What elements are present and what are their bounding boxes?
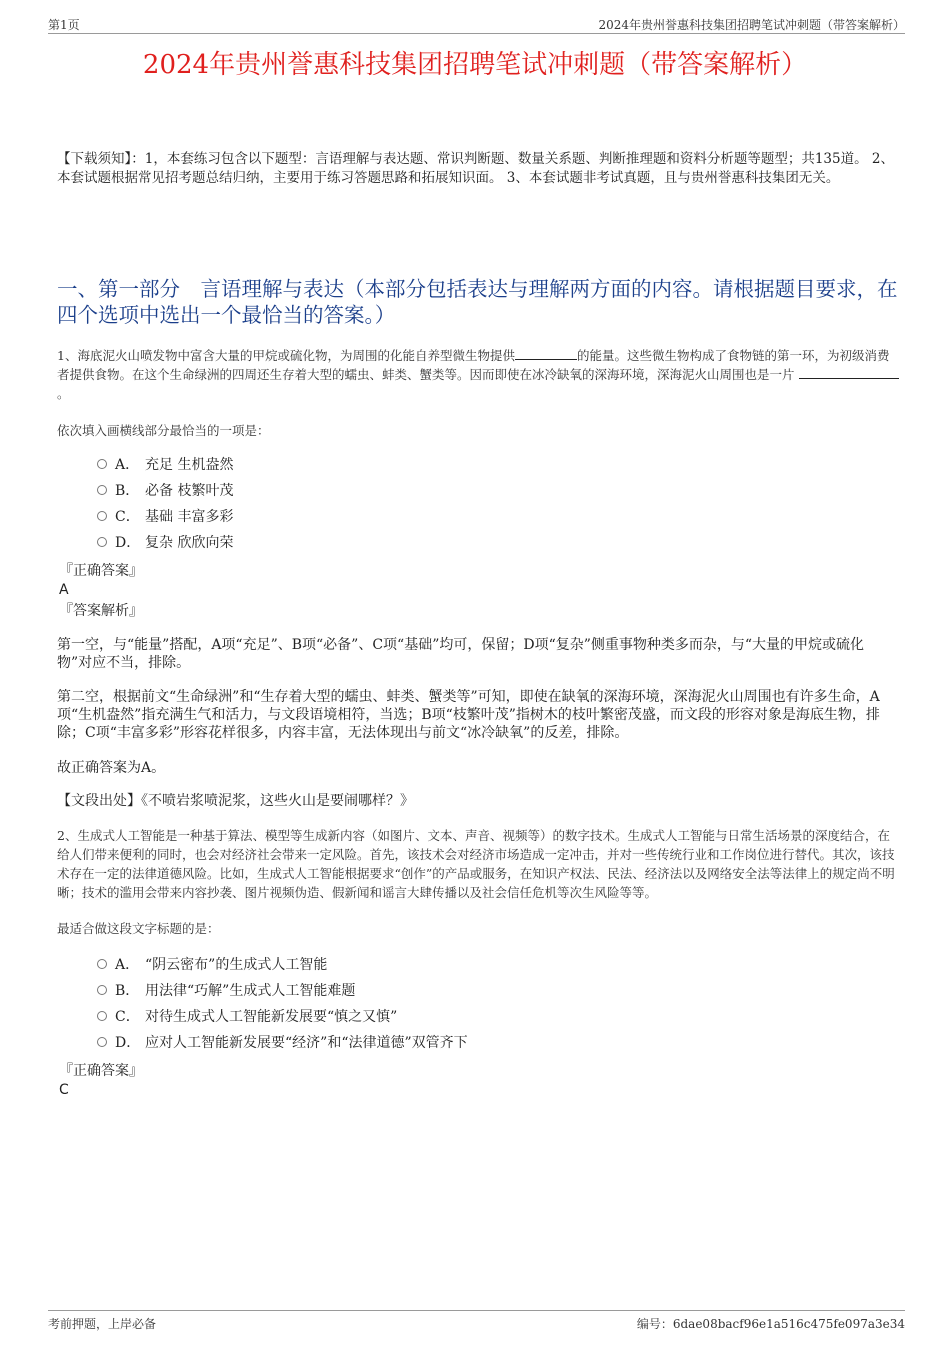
q1-source: 【文段出处】《不喷岩浆喷泥浆，这些火山是要闹哪样？》 bbox=[57, 793, 414, 809]
radio-icon[interactable] bbox=[97, 1011, 107, 1021]
option-text: 必备 枝繁叶茂 bbox=[145, 483, 234, 499]
q1-stem-part-b: 的能量。这些微生物构成了食物链的第一环，为初级消费者提供食物。在这个生命绿洲的四周还生存着大型的蠕虫、蚌类、蟹类等。因而即使在冰冷缺氧的深海环境，深海泥火山周围也是一片 bbox=[57, 348, 890, 382]
radio-icon[interactable] bbox=[97, 511, 107, 521]
q1-option-b[interactable] bbox=[97, 481, 233, 501]
option-text: 应对人工智能新发展要“经济”和“法律道德”双管齐下 bbox=[145, 1035, 468, 1051]
option-label: B． bbox=[115, 983, 140, 999]
q1-analysis-para-2: 第二空，根据前文“生命绿洲”和“生存着大型的蠕虫、蚌类、蟹类等”可知，即使在缺氧的深海环境，深海泥火山周围也有许多生命，A项“生机盎然”指充满生气和活力，与文段语境相符，当选；B项“枝繁叶茂”指树木的枝叶繁密茂盛，而文段的形容对象是海底生物，排除；C项“丰富多彩”形容花样很多，内容丰富，无法体现出与前文“冰冷缺氧”的反差，排除。 bbox=[57, 689, 880, 741]
q1-analysis-conclusion: 故正确答案为A。 bbox=[57, 760, 166, 776]
footer-slogan: 考前押题，上岸必备 bbox=[48, 1317, 157, 1331]
q2-answer: C bbox=[59, 1082, 69, 1098]
q2-answer-label: 『正确答案』 bbox=[59, 1063, 143, 1079]
blank-1 bbox=[515, 347, 577, 360]
q2-option-d[interactable] bbox=[97, 1033, 468, 1053]
option-label: D． bbox=[115, 535, 141, 551]
option-text: 对待生成式人工智能新发展要“慎之又慎” bbox=[145, 1009, 398, 1025]
option-label: D． bbox=[115, 1035, 141, 1051]
q2-option-c[interactable] bbox=[97, 1007, 397, 1027]
page-number: 第1页 bbox=[48, 18, 80, 32]
option-label: C． bbox=[115, 509, 140, 525]
radio-icon[interactable] bbox=[97, 1037, 107, 1047]
download-notice: 【下载须知】：1，本套练习包含以下题型：言语理解与表达题、常识判断题、数量关系题、判断推理题和资料分析题等题型；共135道。 2、本套试题根据常见招考题总结归纳，主要用于练习答题思路和拓展知识面。 3、本套试题非考试真题，且与贵州誉惠科技集团无关。 bbox=[57, 151, 894, 186]
blank-2 bbox=[799, 366, 899, 379]
q1-stem-part-a: 1、海底泥火山喷发物中富含大量的甲烷或硫化物，为周围的化能自养型微生物提供 bbox=[57, 348, 515, 363]
document-title: 2024年贵州誉惠科技集团招聘笔试冲刺题（带答案解析） bbox=[142, 50, 808, 80]
q1-analysis-label: 『答案解析』 bbox=[59, 603, 143, 619]
option-label: C． bbox=[115, 1009, 140, 1025]
q2-prompt: 最适合做这段文字标题的是： bbox=[57, 921, 220, 936]
option-text: 复杂 欣欣向荣 bbox=[145, 535, 234, 551]
q1-prompt: 依次填入画横线部分最恰当的一项是： bbox=[57, 423, 270, 438]
q2-option-a[interactable] bbox=[97, 955, 327, 975]
q1-option-d[interactable] bbox=[97, 533, 233, 553]
radio-icon[interactable] bbox=[97, 485, 107, 495]
header-doc-title: 2024年贵州誉惠科技集团招聘笔试冲刺题（带答案解析） bbox=[598, 18, 905, 32]
option-label: B． bbox=[115, 483, 140, 499]
q2-option-b[interactable] bbox=[97, 981, 355, 1001]
q2-stem: 2、生成式人工智能是一种基于算法、模型等生成新内容（如图片、文本、声音、视频等）的数字技术。生成式人工智能与日常生活场景的深度结合，在给人们带来便利的同时，也会对经济社会带来一定风险。首先，该技术会对经济市场造成一定冲击，并对一些传统行业和工作岗位进行替代。其次，该技术存在一定的法律道德风险。比如，生成式人工智能根据要求“创作”的产品或服务，在知识产权法、民法、经济法以及网络安全法等法律上的规定尚不明晰；技术的滥用会带来内容抄袭、图片视频伪造、假新闻和谣言大肆传播以及社会信任危机等次生风险等等。 bbox=[57, 828, 895, 900]
section-heading: 一、第一部分 言语理解与表达（本部分包括表达与理解两方面的内容。请根据题目要求，在四个选项中选出一个最恰当的答案。） bbox=[57, 277, 898, 327]
q1-option-a[interactable] bbox=[97, 455, 233, 475]
footer-doc-id: 编号：6dae08bacf96e1a516c475fe097a3e34 bbox=[636, 1317, 905, 1331]
option-label: A． bbox=[115, 457, 140, 473]
option-text: 基础 丰富多彩 bbox=[145, 509, 234, 525]
q1-answer: A bbox=[59, 582, 69, 598]
page-footer bbox=[48, 1310, 905, 1331]
radio-icon[interactable] bbox=[97, 537, 107, 547]
option-text: “阴云密布”的生成式人工智能 bbox=[145, 957, 328, 973]
option-text: 充足 生机盎然 bbox=[145, 457, 234, 473]
radio-icon[interactable] bbox=[97, 985, 107, 995]
page-header bbox=[48, 15, 905, 34]
q1-stem-part-c: 。 bbox=[57, 386, 70, 401]
q1-stem bbox=[57, 346, 899, 403]
q1-answer-label: 『正确答案』 bbox=[59, 563, 143, 579]
option-text: 用法律“巧解”生成式人工智能难题 bbox=[145, 983, 356, 999]
radio-icon[interactable] bbox=[97, 959, 107, 969]
q1-option-c[interactable] bbox=[97, 507, 233, 527]
q1-analysis-para-1: 第一空，与“能量”搭配，A项“充足”、B项“必备”、C项“基础”均可，保留；D项“复杂”侧重事物种类多而杂，与“大量的甲烷或硫化物”对应不当，排除。 bbox=[57, 637, 865, 671]
radio-icon[interactable] bbox=[97, 459, 107, 469]
option-label: A． bbox=[115, 957, 140, 973]
